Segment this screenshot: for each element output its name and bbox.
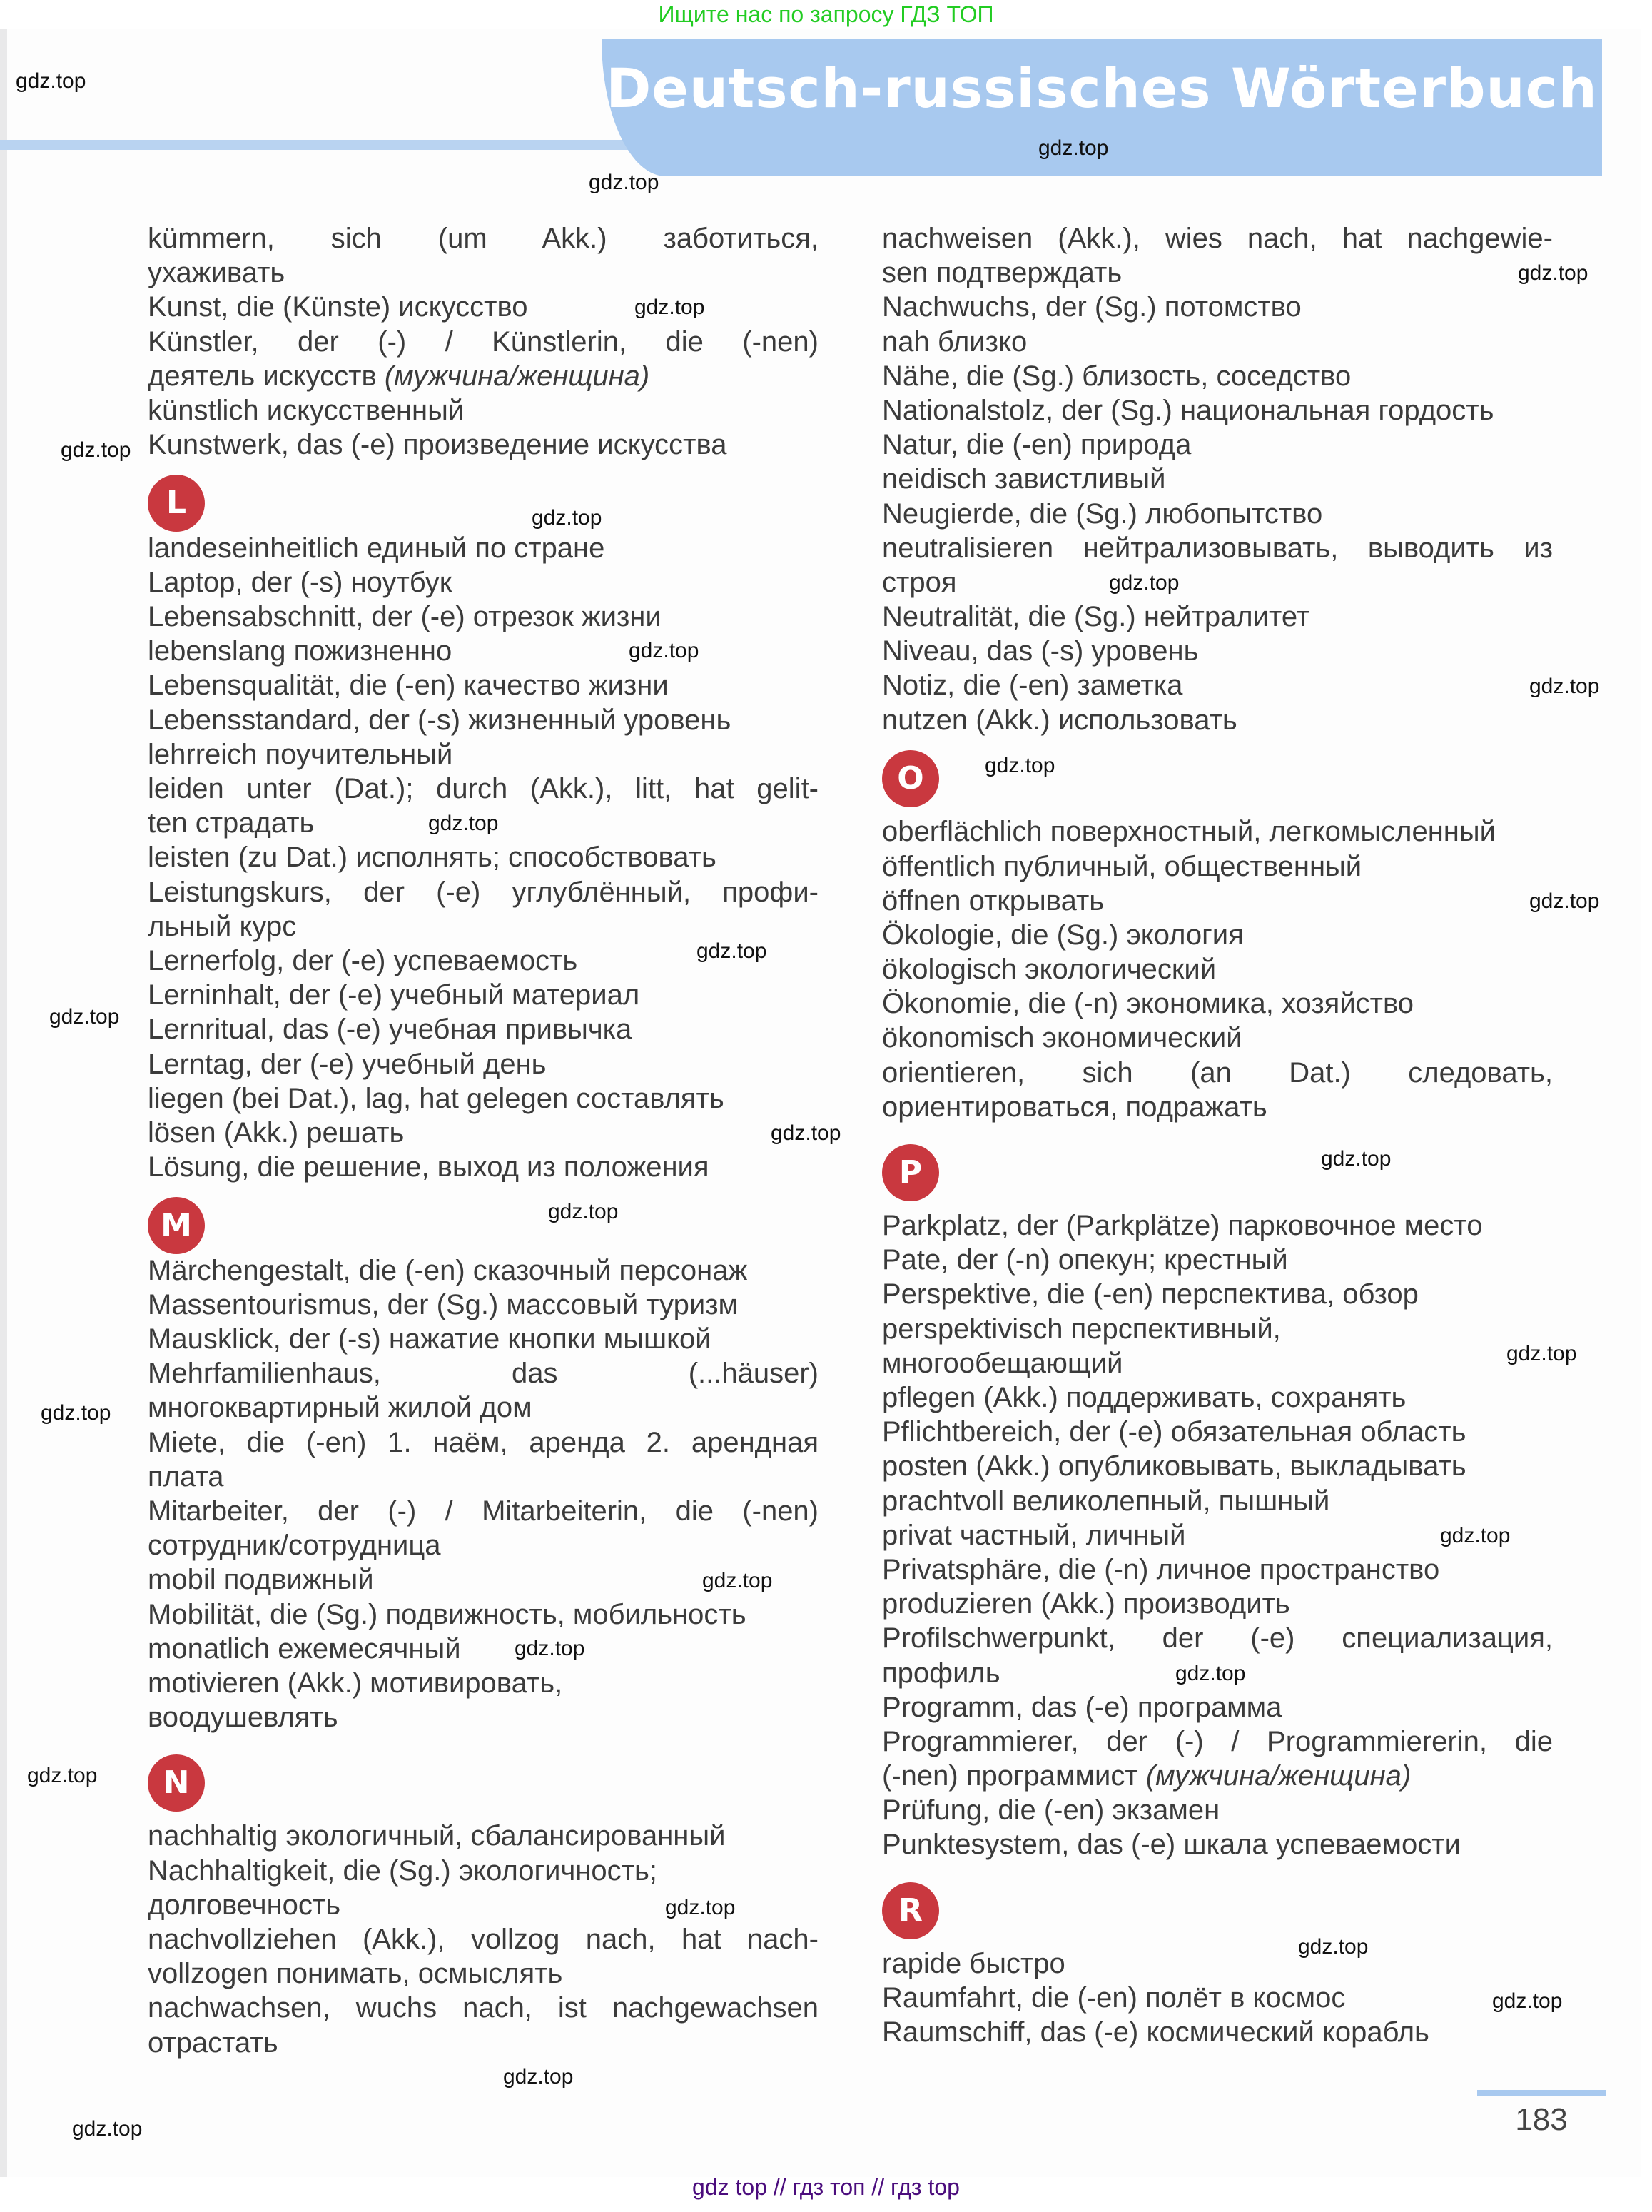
- dictionary-line: [882, 531, 1553, 565]
- entry-text: privat частный, личный: [882, 1519, 1186, 1551]
- letter-badge: R: [882, 1882, 939, 1939]
- section-letter-m: [148, 1184, 819, 1253]
- entry-text: leiden unter (Dat.); durch (Akk.), litt, hat gelit-: [148, 773, 819, 805]
- watermark: gdz.top: [1321, 1147, 1392, 1171]
- dictionary-line: [882, 1587, 1553, 1621]
- entry-text: Laptop, der (-s) ноутбук: [148, 566, 452, 598]
- watermark: gdz.top: [589, 171, 659, 194]
- dictionary-line: [882, 1090, 1553, 1124]
- entry-text: motivieren (Akk.) мотивировать,: [148, 1667, 563, 1699]
- section-letter-p: [882, 1124, 1553, 1208]
- dictionary-line: [148, 737, 819, 772]
- section-letter-n: [148, 1734, 819, 1819]
- dictionary-line: [882, 884, 1553, 918]
- entry-italic-note: (мужчина/женщина): [384, 360, 650, 392]
- entry-text: Mobilität, die (Sg.) подвижность, мобильность: [148, 1598, 746, 1630]
- watermark: gdz.top: [49, 1005, 120, 1029]
- page-number-rule: [1477, 2090, 1606, 2096]
- dictionary-line: [148, 1666, 819, 1700]
- entry-text: orientieren, sich (an Dat.) следовать,: [882, 1056, 1553, 1089]
- entry-text: leisten (zu Dat.) исполнять; способствовать: [148, 842, 716, 874]
- dictionary-line: [882, 703, 1553, 737]
- dictionary-line: [148, 772, 819, 806]
- entry-text: Lebensqualität, die (-en) качество жизни: [148, 670, 669, 702]
- dictionary-line: [148, 1854, 819, 1888]
- promo-banner[interactable]: Ищите нас по запросу ГДЗ ТОП: [658, 1, 994, 27]
- dictionary-column-right: [882, 221, 1553, 2049]
- watermark: gdz.top: [1492, 1989, 1563, 2013]
- dictionary-line: [882, 1208, 1553, 1243]
- dictionary-column-left: [148, 221, 819, 2060]
- watermark: gdz.top: [1529, 675, 1600, 698]
- entry-text: Natur, die (-en) природа: [882, 429, 1192, 461]
- watermark: gdz.top: [16, 69, 86, 93]
- dictionary-line: [148, 1460, 819, 1494]
- watermark: gdz.top: [1109, 571, 1180, 595]
- dictionary-line: [148, 325, 819, 359]
- dictionary-line: [148, 703, 819, 737]
- entry-text: mobil подвижный: [148, 1564, 374, 1596]
- entry-text: künstlich искусственный: [148, 394, 465, 426]
- dictionary-line: [882, 986, 1553, 1021]
- dictionary-line: [882, 1243, 1553, 1277]
- watermark: gdz.top: [629, 639, 699, 662]
- dictionary-line: [148, 359, 819, 393]
- dictionary-line: [148, 1632, 819, 1666]
- entry-text: Kunst, die (Künste) искусство: [148, 291, 528, 323]
- dictionary-line: [882, 290, 1553, 324]
- entry-text: sen подтверждать: [882, 257, 1123, 289]
- section-letter-r: [882, 1862, 1553, 1946]
- entry-text: Lernritual, das (-e) учебная привычка: [148, 1014, 632, 1046]
- entry-text: Lerntag, der (-e) учебный день: [148, 1048, 547, 1080]
- entry-text: neidisch завистливый: [882, 463, 1166, 495]
- entry-text: ориентироваться, подражать: [882, 1091, 1267, 1123]
- entry-text: ökologisch экологический: [882, 954, 1217, 986]
- letter-badge: L: [148, 475, 205, 532]
- entry-text: posten (Akk.) опубликовывать, выкладывать: [882, 1450, 1466, 1483]
- entry-text: Parkplatz, der (Parkplätze) парковочное место: [882, 1210, 1483, 1242]
- entry-text: Lebensstandard, der (-s) жизненный уровень: [148, 704, 731, 736]
- entry-text: oberflächlich поверхностный, легкомысленный: [882, 816, 1496, 848]
- dictionary-line: [148, 1597, 819, 1632]
- entry-text: Nachwuchs, der (Sg.) потомство: [882, 291, 1302, 323]
- dictionary-line: [882, 634, 1553, 668]
- dictionary-line: [882, 1827, 1553, 1862]
- letter-badge: P: [882, 1144, 939, 1201]
- entry-text: Neutralität, die (Sg.) нейтралитет: [882, 601, 1310, 633]
- entry-text: Pate, der (-n) опекун; крестный: [882, 1244, 1288, 1276]
- dictionary-line: [148, 1116, 819, 1150]
- watermark: gdz.top: [61, 438, 131, 462]
- watermark: gdz.top: [985, 754, 1055, 777]
- entry-text: neutralisieren нейтрализовывать, выводить из: [882, 532, 1553, 564]
- dictionary-line: [148, 256, 819, 290]
- dictionary-line: [882, 428, 1553, 462]
- watermark: gdz.top: [1038, 136, 1109, 160]
- entry-text: Neugierde, die (Sg.) любопытство: [882, 498, 1323, 530]
- entry-text: льный курс: [148, 910, 297, 942]
- dictionary-line: [148, 393, 819, 428]
- dictionary-line: [882, 1793, 1553, 1827]
- watermark: gdz.top: [665, 1896, 736, 1919]
- watermark: gdz.top: [72, 2117, 143, 2141]
- dictionary-line: [148, 2026, 819, 2060]
- watermark: gdz.top: [1506, 1342, 1577, 1365]
- entry-text: Perspektive, die (-en) перспектива, обзор: [882, 1278, 1419, 1310]
- entry-text: Niveau, das (-s) уровень: [882, 635, 1199, 667]
- entry-text: Mausklick, der (-s) нажатие кнопки мышкой: [148, 1323, 711, 1355]
- watermark: gdz.top: [696, 939, 767, 963]
- entry-text: Programm, das (-e) программа: [882, 1691, 1282, 1723]
- dictionary-line: [882, 1621, 1553, 1655]
- dictionary-line: [148, 1819, 819, 1853]
- dictionary-line: [882, 1981, 1553, 2015]
- entry-text: Massentourismus, der (Sg.) массовый туризм: [148, 1288, 739, 1320]
- entry-text: ухаживать: [148, 257, 285, 289]
- dictionary-line: [148, 1081, 819, 1116]
- section-letter-o: [882, 737, 1553, 815]
- dictionary-line: [148, 1288, 819, 1322]
- dictionary-line: [882, 600, 1553, 634]
- entry-text: ten страдать: [148, 807, 315, 839]
- dictionary-line: [148, 1528, 819, 1562]
- dictionary-line: [882, 1449, 1553, 1483]
- letter-badge: O: [882, 750, 939, 807]
- watermark: gdz.top: [1518, 261, 1588, 285]
- entry-text: Märchengestalt, die (-en) сказочный персонаж: [148, 1254, 748, 1286]
- entry-text: Nationalstolz, der (Sg.) национальная гордость: [882, 394, 1494, 426]
- entry-text: Raumschiff, das (-e) космический корабль: [882, 2016, 1429, 2049]
- page-title: Deutsch-russisches Wörterbuch: [606, 56, 1598, 120]
- entry-text: landeseinheitlich единый по стране: [148, 532, 605, 564]
- dictionary-line: [882, 462, 1553, 496]
- entry-text: Miete, die (-en) 1. наём, аренда 2. арендная: [148, 1426, 819, 1458]
- dictionary-line: [148, 1390, 819, 1425]
- dictionary-line: [148, 1991, 819, 2025]
- entry-text: Ökologie, die (Sg.) экология: [882, 919, 1244, 951]
- entry-text: nachvollziehen (Akk.), vollzog nach, hat nach-: [148, 1923, 819, 1955]
- entry-text: Lösung, die решение, выход из положения: [148, 1151, 709, 1183]
- entry-text: сотрудник/сотрудница: [148, 1530, 441, 1562]
- dictionary-line: [148, 565, 819, 600]
- entry-text: produzieren (Akk.) производить: [882, 1588, 1290, 1620]
- dictionary-line: [882, 2015, 1553, 2049]
- watermark: gdz.top: [532, 506, 602, 530]
- watermark: gdz.top: [515, 1637, 585, 1660]
- dictionary-line: [148, 221, 819, 256]
- dictionary-line: [148, 1150, 819, 1184]
- dictionary-line: [882, 565, 1553, 600]
- dictionary-line: [148, 1700, 819, 1734]
- watermark: gdz.top: [428, 812, 499, 835]
- dictionary-line: [148, 1922, 819, 1956]
- watermark: gdz.top: [634, 296, 705, 319]
- dictionary-line: [148, 1253, 819, 1288]
- watermark: gdz.top: [1440, 1524, 1511, 1547]
- entry-text: pflegen (Akk.) поддерживать, сохранять: [882, 1382, 1407, 1414]
- entry-text: Leistungskurs, der (-e) углублённый, профи-: [148, 876, 819, 908]
- dictionary-line: [882, 668, 1553, 702]
- entry-text: kümmern, sich (um Akk.) заботиться,: [148, 223, 819, 254]
- dictionary-line: [882, 359, 1553, 393]
- entry-text: профиль: [882, 1657, 1000, 1689]
- dictionary-line: [148, 1425, 819, 1460]
- entry-text: отрастать: [148, 2026, 278, 2059]
- watermark: gdz.top: [548, 1200, 619, 1223]
- entry-text: Künstler, der (-) / Künstlerin, die (-nen): [148, 325, 819, 358]
- dictionary-line: [882, 256, 1553, 290]
- dictionary-line: [882, 325, 1553, 359]
- watermark: gdz.top: [1529, 889, 1600, 913]
- dictionary-line: [882, 1759, 1553, 1793]
- dictionary-line: [148, 290, 819, 324]
- entry-text: perspektivisch перспективный,: [882, 1313, 1281, 1345]
- dictionary-line: [148, 428, 819, 462]
- entry-text: Lebensabschnitt, der (-e) отрезок жизни: [148, 601, 662, 633]
- dictionary-line: [148, 634, 819, 668]
- entry-text: деятель искусств: [148, 360, 385, 392]
- entry-text: Profilschwerpunkt, der (-e) специализация,: [882, 1622, 1553, 1655]
- dictionary-line: [148, 531, 819, 565]
- entry-text: Pflichtbereich, der (-e) обязательная область: [882, 1416, 1466, 1448]
- entry-text: Notiz, die (-en) заметка: [882, 670, 1183, 702]
- watermark: gdz.top: [27, 1764, 98, 1787]
- entry-text: Lerninhalt, der (-e) учебный материал: [148, 979, 640, 1011]
- dictionary-line: [882, 1552, 1553, 1587]
- dictionary-line: [148, 1494, 819, 1528]
- dictionary-line: [882, 1056, 1553, 1090]
- watermark: gdz.top: [702, 1569, 773, 1592]
- entry-text: Prüfung, die (-en) экзамен: [882, 1794, 1220, 1827]
- dictionary-line: [148, 1012, 819, 1046]
- dictionary-line: [882, 497, 1553, 531]
- dictionary-line: [882, 1724, 1553, 1759]
- watermark: gdz.top: [1298, 1935, 1369, 1959]
- letter-badge: N: [148, 1754, 205, 1812]
- header-rule: [0, 140, 628, 150]
- entry-text: Raumfahrt, die (-en) полёт в космос: [882, 1981, 1346, 2014]
- entry-text: Kunstwerk, das (-e) произведение искусства: [148, 429, 727, 461]
- entry-text: Punktesystem, das (-e) шкала успеваемости: [882, 1829, 1461, 1861]
- dictionary-line: [882, 393, 1553, 428]
- dictionary-line: [882, 849, 1553, 884]
- entry-text: lehrreich поучительный: [148, 738, 453, 770]
- dictionary-line: [882, 952, 1553, 986]
- entry-text: nachhaltig экологичный, сбалансированный: [148, 1820, 726, 1852]
- entry-text: nutzen (Akk.) использовать: [882, 704, 1237, 736]
- entry-text: Ökonomie, die (-n) экономика, хозяйство: [882, 988, 1414, 1020]
- dictionary-line: [148, 600, 819, 634]
- dictionary-line: [882, 221, 1553, 256]
- entry-italic-note: (мужчина/женщина): [1145, 1760, 1412, 1792]
- entry-text: многообещающий: [882, 1347, 1123, 1379]
- dictionary-line: [148, 1322, 819, 1356]
- entry-text: vollzogen понимать, осмыслять: [148, 1958, 563, 1990]
- entry-text: Privatsphäre, die (-n) личное пространство: [882, 1553, 1440, 1585]
- entry-text: Mitarbeiter, der (-) / Mitarbeiterin, die (-nen): [148, 1495, 819, 1527]
- dictionary-line: [882, 1484, 1553, 1518]
- dictionary-line: [148, 1356, 819, 1390]
- entry-text: строя: [882, 566, 957, 598]
- dictionary-line: [882, 1277, 1553, 1311]
- entry-text: Programmierer, der (-) / Programmiererin, die: [882, 1725, 1553, 1757]
- entry-text: ökonomisch экономический: [882, 1022, 1242, 1054]
- entry-text: lebenslang пожизненно: [148, 635, 452, 667]
- entry-text: Nachhaltigkeit, die (Sg.) экологичность;: [148, 1854, 657, 1887]
- entry-text: öffentlich публичный, общественный: [882, 850, 1362, 882]
- footer-links[interactable]: gdz top // гдз топ // гдз top: [692, 2174, 960, 2200]
- entry-text: prachtvoll великолепный, пышный: [882, 1485, 1330, 1517]
- entry-text: Lernerfolg, der (-e) успеваемость: [148, 944, 578, 976]
- entry-text: (-nen) программист: [882, 1760, 1146, 1792]
- entry-text: nachweisen (Akk.), wies nach, hat nachgewie-: [882, 223, 1553, 254]
- letter-badge: M: [148, 1197, 205, 1254]
- entry-text: nah близко: [882, 325, 1028, 358]
- dictionary-line: [882, 1021, 1553, 1055]
- dictionary-line: [148, 1956, 819, 1991]
- dictionary-line: [882, 1312, 1553, 1346]
- dictionary-line: [148, 978, 819, 1012]
- entry-text: воодушевлять: [148, 1702, 338, 1734]
- entry-text: плата: [148, 1460, 224, 1493]
- dictionary-line: [882, 814, 1553, 849]
- entry-text: liegen (bei Dat.), lag, hat gelegen составлять: [148, 1082, 724, 1114]
- entry-text: öffnen открывать: [882, 884, 1105, 916]
- dictionary-line: [148, 668, 819, 702]
- entry-text: Nähe, die (Sg.) близость, соседство: [882, 360, 1352, 392]
- dictionary-line: [882, 1415, 1553, 1449]
- watermark: gdz.top: [503, 2065, 574, 2089]
- dictionary-line: [882, 1346, 1553, 1380]
- dictionary-line: [882, 918, 1553, 952]
- entry-text: lösen (Akk.) решать: [148, 1116, 405, 1148]
- entry-text: долговечность: [148, 1889, 341, 1921]
- watermark: gdz.top: [1175, 1662, 1246, 1685]
- dictionary-line: [882, 1380, 1553, 1415]
- dictionary-line: [148, 875, 819, 909]
- entry-text: многоквартирный жилой дом: [148, 1392, 532, 1424]
- dictionary-line: [148, 840, 819, 874]
- dictionary-line: [148, 1047, 819, 1081]
- entry-text: nachwachsen, wuchs nach, ist nachgewachsen: [148, 1992, 819, 2024]
- entry-text: monatlich ежемесячный: [148, 1632, 461, 1665]
- watermark: gdz.top: [771, 1121, 841, 1145]
- dictionary-line: [882, 1946, 1553, 1981]
- dictionary-line: [882, 1690, 1553, 1724]
- entry-text: Mehrfamilienhaus, das (...häuser): [148, 1358, 819, 1390]
- page-number: 183: [1515, 2102, 1568, 2137]
- section-letter-l: [148, 462, 819, 530]
- watermark: gdz.top: [41, 1401, 111, 1425]
- entry-text: rapide быстро: [882, 1947, 1065, 1979]
